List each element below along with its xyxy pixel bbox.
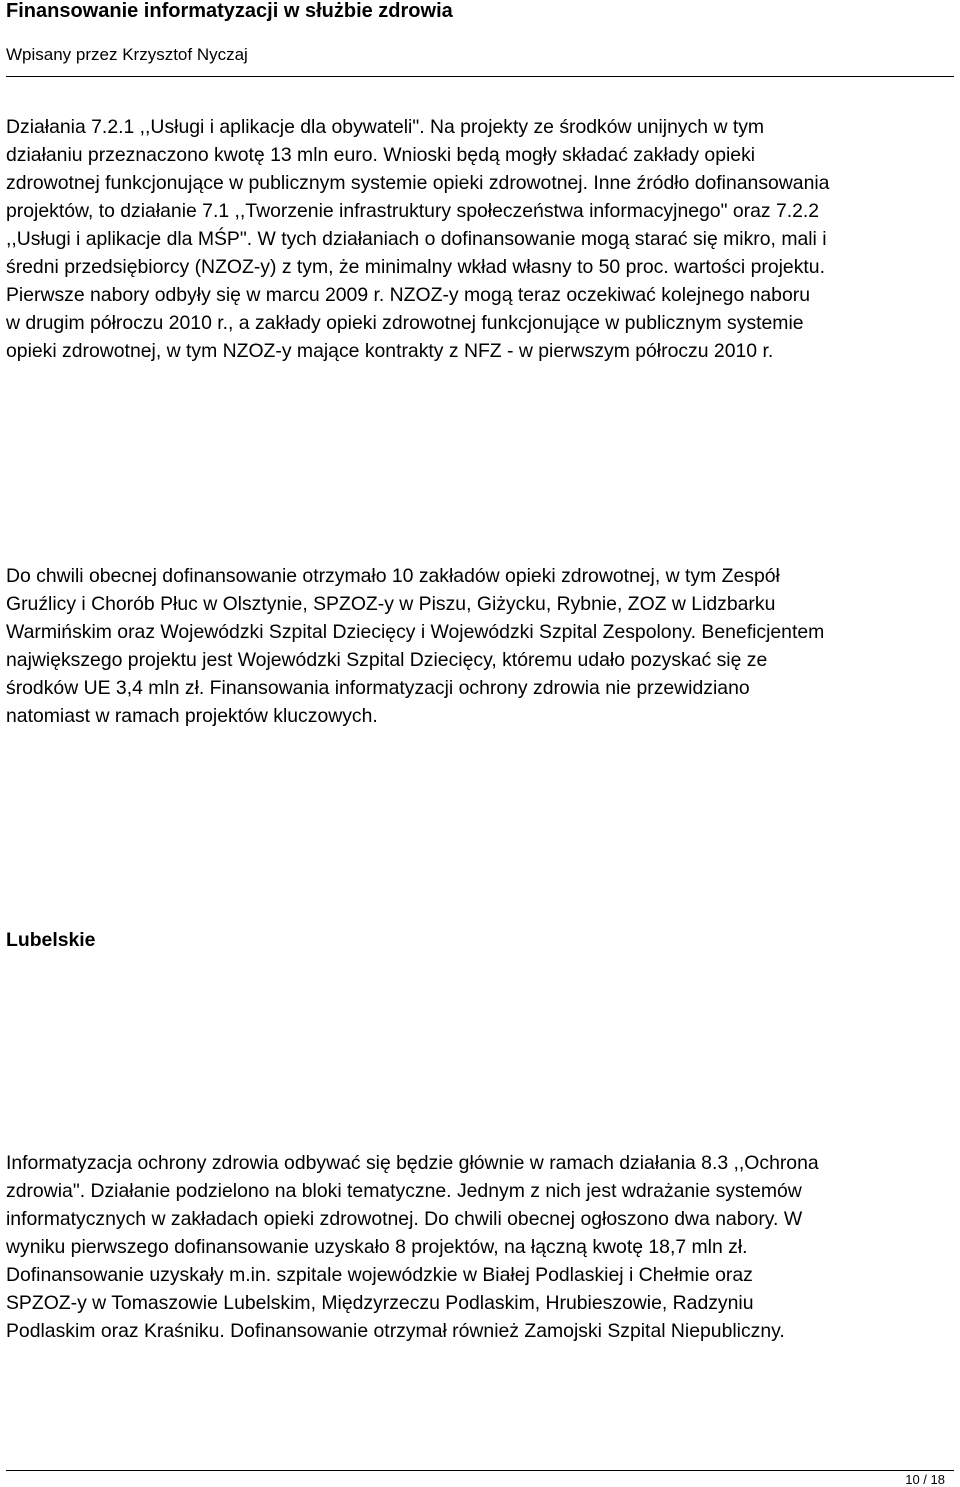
text-line: opieki zdrowotnej, w tym NZOZ-y mające kontrakty z NFZ - w pierwszym półroczu 2010 r. — [6, 340, 774, 362]
article-author: Wpisany przez Krzysztof Nyczaj — [6, 45, 248, 64]
text-line: natomiast w ramach projektów kluczowych. — [6, 705, 378, 727]
text-line: środków UE 3,4 mln zł. Finansowania informatyzacji ochrony zdrowia nie przewidziano — [6, 677, 750, 699]
article-title: Finansowanie informatyzacji w służbie zdrowia — [6, 0, 453, 22]
text-line: projektów, to działanie 7.1 ,,Tworzenie infrastruktury społeczeństwa informacyjnego" oraz 7.2.2 — [6, 200, 820, 222]
text-line: największego projektu jest Wojewódzki Szpital Dziecięcy, któremu udało pozyskać się ze — [6, 649, 768, 671]
text-line: Gruźlicy i Chorób Płuc w Olsztynie, SPZOZ-y w Piszu, Giżycku, Rybnie, ZOZ w Lidzbarku — [6, 593, 776, 615]
text-line: Podlaskim oraz Kraśniku. Dofinansowanie otrzymał również Zamojski Szpital Niepubliczny. — [6, 1320, 785, 1342]
footer-divider — [6, 1470, 954, 1471]
text-line: w drugim półroczu 2010 r., a zakłady opieki zdrowotnej funkcjonujące w publicznym systemie — [6, 312, 804, 334]
text-line: Informatyzacja ochrony zdrowia odbywać się będzie głównie w ramach działania 8.3 ,,Ochrona — [6, 1152, 819, 1174]
text-line: SPZOZ-y w Tomaszowie Lubelskim, Międzyrzeczu Podlaskim, Hrubieszowie, Radzyniu — [6, 1292, 754, 1314]
text-line: Do chwili obecnej dofinansowanie otrzymało 10 zakładów opieki zdrowotnej, w tym Zespół — [6, 565, 780, 587]
page-number: 10 / 18 — [905, 1472, 945, 1487]
text-line: informatycznych w zakładach opieki zdrowotnej. Do chwili obecnej ogłoszono dwa nabory. W — [6, 1208, 803, 1230]
text-line: zdrowotnej funkcjonujące w publicznym systemie opieki zdrowotnej. Inne źródło dofinansowania — [6, 172, 830, 194]
section-heading-lubelskie: Lubelskie — [6, 929, 96, 951]
text-line: działaniu przeznaczono kwotę 13 mln euro. Wnioski będą mogły składać zakłady opieki — [6, 144, 756, 166]
paragraph-beneficiaries — [6, 562, 954, 730]
header-divider — [6, 76, 954, 77]
text-line: średni przedsiębiorcy (NZOZ-y) z tym, że minimalny wkład własny to 50 proc. wartości projektu. — [6, 256, 825, 278]
paragraph-dzialania-7-2-1 — [6, 113, 954, 365]
paragraph-lubelskie — [6, 1149, 954, 1345]
text-line: zdrowia". Działanie podzielono na bloki tematyczne. Jednym z nich jest wdrażanie systemów — [6, 1180, 802, 1202]
text-line: Dofinansowanie uzyskały m.in. szpitale wojewódzkie w Białej Podlaskiej i Chełmie oraz — [6, 1264, 753, 1286]
text-line: Działania 7.2.1 ,,Usługi i aplikacje dla obywateli". Na projekty ze środków unijnych w tym — [6, 116, 765, 138]
text-line: wyniku pierwszego dofinansowanie uzyskało 8 projektów, na łączną kwotę 18,7 mln zł. — [6, 1236, 748, 1258]
text-line: ,,Usługi i aplikacje dla MŚP". W tych działaniach o dofinansowanie mogą starać się mikro, mali i — [6, 228, 827, 250]
text-line: Warmińskim oraz Wojewódzki Szpital Dziecięcy i Wojewódzki Szpital Zespolony. Beneficjentem — [6, 621, 825, 643]
text-line: Pierwsze nabory odbyły się w marcu 2009 r. NZOZ-y mogą teraz oczekiwać kolejnego naboru — [6, 284, 810, 306]
